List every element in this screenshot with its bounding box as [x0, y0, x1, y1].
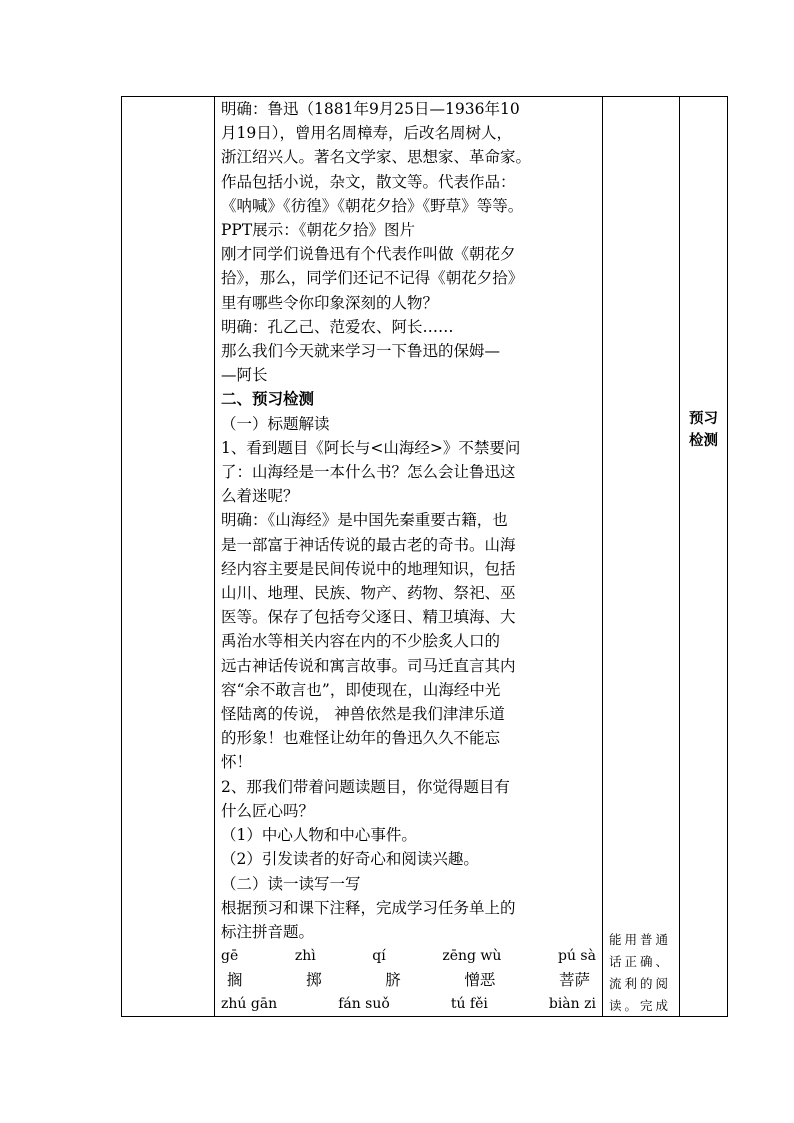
stage-label-cell	[680, 97, 728, 1017]
content-line: 《呐喊》《彷徨》《朝花夕拾》《野草》等等。	[221, 196, 524, 215]
content-line: 什么匠心吗？	[221, 801, 315, 820]
pinyin: zhú gān	[221, 996, 278, 1013]
content-line: 浙江绍兴人。著名文学家、思想家、革命家。	[221, 148, 532, 167]
content-line: 了：山海经是一本什么书？怎么会让鲁迅这	[221, 463, 516, 482]
content-line: 月19日），曾用名周樟寿，后改名周树人，	[221, 124, 512, 143]
left-empty-cell	[122, 97, 215, 1017]
content-line: （二）读一读写一写	[221, 874, 361, 893]
content-line: 明确：鲁迅（1881年9月25日—1936年10	[221, 100, 520, 118]
content-line: 2、那我们带着问题读题目，你觉得题目有	[221, 777, 510, 796]
content-line: 拾》，那么，同学们还记不记得《朝花夕拾》	[221, 269, 524, 288]
content-line: 标注拼音题。	[221, 922, 315, 941]
hanzi-row	[221, 968, 596, 992]
goal-note-text: 能用普通话正确、流利的阅读。完成	[609, 932, 672, 1013]
content-line: （一）标题解读	[221, 414, 330, 433]
content-line: 1、看到题目《阿长与<山海经>》不禁要问	[221, 438, 521, 457]
content-line: 那么我们今天就来学习一下鲁迅的保姆—	[221, 342, 501, 361]
content-line: 怪陆离的传说， 神兽依然是我们津津乐道	[221, 705, 505, 724]
content-line: 作品包括小说，杂文，散文等。代表作品：	[221, 172, 516, 191]
hanzi: 憎恶	[464, 971, 496, 990]
content-line: 禹治水等相关内容在内的不少脍炙人口的	[221, 632, 501, 651]
pinyin-row-2	[221, 992, 596, 1016]
pinyin: zēng wù	[442, 948, 502, 965]
content-text	[221, 97, 596, 1016]
content-line: —阿长	[221, 366, 268, 385]
content-line: 医等。保存了包括夸父逐日、精卫填海、大	[221, 608, 516, 627]
goal-note-cell	[603, 97, 680, 1017]
content-line: 容“余不敢言也”，即使现在，山海经中光	[221, 680, 501, 699]
table-row	[122, 97, 728, 1017]
pinyin: fán suǒ	[338, 996, 390, 1013]
pinyin: zhì	[294, 948, 316, 965]
stage-label-line: 检测	[689, 432, 718, 449]
hanzi: 菩萨	[558, 971, 590, 990]
content-line: PPT展示：《朝花夕拾》图片	[221, 221, 415, 240]
content-line: 经内容主要是民间传说中的地理知识，包括	[221, 559, 516, 578]
content-line: 怀！	[221, 753, 253, 772]
stage-label-line: 预习	[689, 410, 718, 427]
section-heading: 二、预习检测	[221, 389, 315, 409]
content-line: 刚才同学们说鲁迅有个代表作叫做《朝花夕	[221, 245, 516, 264]
content-line: 里有哪些令你印象深刻的人物？	[221, 293, 439, 312]
pinyin: qí	[372, 948, 386, 965]
pinyin: gē	[221, 948, 239, 965]
lesson-plan-table	[121, 96, 728, 1017]
content-line: 是一部富于神话传说的最古老的奇书。山海	[221, 535, 516, 554]
hanzi: 掷	[306, 971, 322, 990]
content-line: 么着迷呢？	[221, 487, 299, 506]
pinyin: biàn zi	[548, 996, 596, 1013]
pinyin: pú sà	[557, 948, 596, 965]
stage-label	[680, 408, 727, 452]
content-line: 远古神话传说和寓言故事。司马迁直言其内	[221, 656, 516, 675]
content-line: （2）引发读者的好奇心和阅读兴趣。	[221, 850, 479, 869]
content-cell	[215, 97, 603, 1017]
content-line: 明确：《山海经》是中国先秦重要古籍，也	[221, 511, 508, 530]
pinyin: tú fěi	[450, 996, 488, 1013]
pinyin-row-1	[221, 944, 596, 968]
hanzi: 搁	[227, 971, 243, 990]
hanzi: 脐	[385, 971, 401, 990]
content-line: （1）中心人物和中心事件。	[221, 826, 417, 845]
content-line: 山川、地理、民族、物产、药物、祭祀、巫	[221, 584, 516, 603]
content-line: 明确：孔乙己、范爱农、阿长……	[221, 317, 454, 336]
content-line: 根据预习和课下注释，完成学习任务单上的	[221, 898, 516, 917]
content-line: 的形象！也难怪让幼年的鲁迅久久不能忘	[221, 729, 501, 748]
